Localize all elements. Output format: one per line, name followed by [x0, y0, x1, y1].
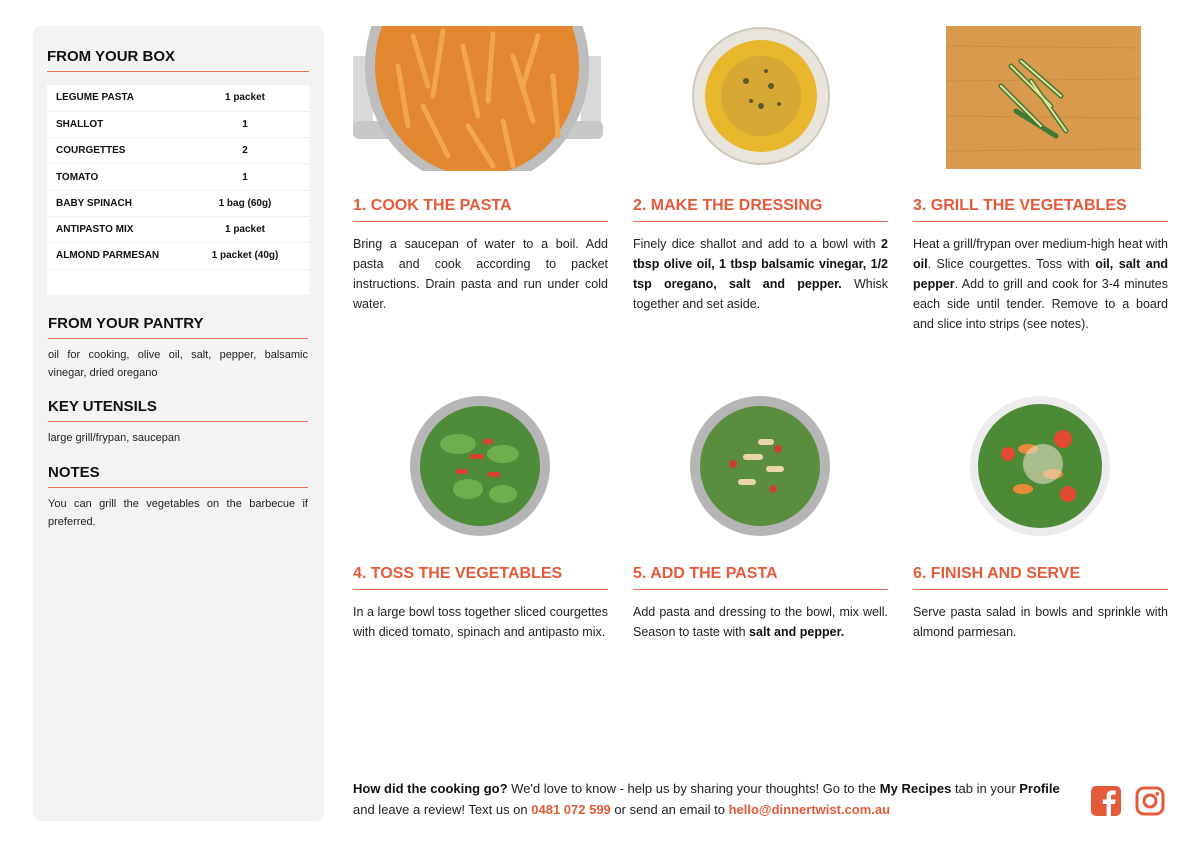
ingredient-row	[47, 243, 309, 269]
from-your-pantry-heading: FROM YOUR PANTRY	[48, 315, 308, 339]
footer-text: We'd love to know - help us by sharing your thoughts! Go to the	[507, 781, 880, 796]
dressing-bowl-photo	[691, 26, 831, 166]
step-text-bold: salt and pepper.	[749, 625, 845, 639]
step-4-image	[353, 394, 608, 539]
step-text-segment: Whisk together and set aside.	[633, 277, 889, 311]
feedback-footer	[353, 778, 1073, 820]
step-5-title: 5. ADD THE PASTA	[633, 565, 888, 590]
step-text-segment: Add pasta and dressing to the bowl, mix well. Season to taste with	[633, 605, 888, 639]
pantry-section	[48, 315, 308, 382]
footer-text: My Recipes	[879, 781, 952, 796]
step-text-bold: 2 tbsp olive oil, 1 tbsp balsamic vinegar, 1/2 tsp oregano, salt and pepper.	[633, 237, 888, 291]
footer-text: How did the cooking go?	[353, 781, 508, 796]
ingredient-qty: 1 bag (60g)	[209, 190, 309, 216]
step-text-segment: In a large bowl toss together sliced courgettes with diced tomato, spinach and antipasto mix.	[353, 605, 608, 639]
ingredient-row-empty	[47, 269, 309, 295]
step-3-image	[913, 26, 1168, 171]
ingredient-name: ANTIPASTO MIX	[47, 216, 209, 242]
ingredient-row	[47, 85, 309, 111]
step-1	[353, 26, 608, 314]
finished-salad-photo	[968, 394, 1113, 539]
footer-text: Profile	[1019, 781, 1060, 796]
ingredient-name: TOMATO	[47, 164, 209, 190]
footer-text: and leave a review! Text us on	[353, 802, 532, 817]
step-text-segment: Heat a grill/frypan over medium-high heat with	[913, 237, 1168, 251]
step-5-text	[633, 602, 888, 642]
ingredient-qty: 1	[209, 164, 309, 190]
step-5	[633, 394, 888, 642]
step-3-text	[913, 234, 1168, 334]
step-2-title: 2. MAKE THE DRESSING	[633, 197, 888, 222]
footer-text: tab in your	[951, 781, 1020, 796]
ingredient-row	[47, 164, 309, 190]
ingredient-name: ALMOND PARMESAN	[47, 243, 209, 269]
notes-text: You can grill the vegetables on the barbecue if preferred.	[48, 498, 308, 528]
contact-link[interactable]: hello@dinnertwist.com.au	[728, 802, 891, 817]
ingredient-name: LEGUME PASTA	[47, 85, 209, 111]
ingredient-row	[47, 190, 309, 216]
ingredient-qty: 1 packet (40g)	[209, 243, 309, 269]
ingredient-qty: 1	[209, 111, 309, 137]
step-4-title: 4. TOSS THE VEGETABLES	[353, 565, 608, 590]
ingredients-table	[47, 85, 309, 295]
ingredient-row	[47, 111, 309, 137]
pantry-text: oil for cooking, olive oil, salt, pepper, balsamic vinegar, dried oregano	[48, 349, 308, 379]
ingredient-qty: 2	[209, 138, 309, 164]
notes-heading: NOTES	[48, 464, 308, 488]
step-6	[913, 394, 1168, 642]
ingredient-name: BABY SPINACH	[47, 190, 209, 216]
footer-text: or send an email to	[610, 802, 729, 817]
instagram-icon[interactable]	[1134, 785, 1166, 817]
step-text-segment: Serve pasta salad in bowls and sprinkle with almond parmesan.	[913, 605, 1168, 639]
step-3-title: 3. GRILL THE VEGETABLES	[913, 197, 1168, 222]
cutting-board-photo	[941, 26, 1141, 169]
contact-link[interactable]: 0481 072 599	[531, 802, 611, 817]
step-6-text	[913, 602, 1168, 642]
ingredient-row	[47, 138, 309, 164]
vegetable-bowl-photo	[408, 394, 553, 539]
step-4	[353, 394, 608, 642]
step-5-image	[633, 394, 888, 539]
ingredient-row	[47, 216, 309, 242]
utensils-section	[48, 398, 308, 447]
step-text-segment: Finely dice shallot and add to a bowl with	[633, 237, 882, 251]
step-6-image	[913, 394, 1168, 539]
notes-section	[48, 464, 308, 531]
step-1-text	[353, 234, 608, 314]
step-3	[913, 26, 1168, 334]
step-1-title: 1. COOK THE PASTA	[353, 197, 608, 222]
step-2-image	[633, 26, 888, 171]
pasta-pot-photo	[353, 26, 608, 171]
ingredient-qty: 1 packet	[209, 85, 309, 111]
step-2-text	[633, 234, 888, 314]
key-utensils-heading: KEY UTENSILS	[48, 398, 308, 422]
from-your-box-heading: FROM YOUR BOX	[47, 48, 309, 72]
step-text-segment: . Add to grill and cook for 3-4 minutes each side until tender. Remove to a board and slice into strips (see notes).	[913, 277, 1168, 331]
step-text-segment: . Slice courgettes. Toss with	[927, 257, 1096, 271]
pasta-salad-bowl-photo	[688, 394, 833, 539]
ingredient-name: COURGETTES	[47, 138, 209, 164]
step-text-bold: oil	[913, 257, 928, 271]
step-text-bold: oil, salt and pepper	[913, 257, 1168, 291]
step-text-segment: Bring a saucepan of water to a boil. Add pasta and cook according to packet instructions. Drain pasta and run under cold water.	[353, 237, 608, 311]
ingredients-sidebar	[33, 26, 324, 821]
utensils-text: large grill/frypan, saucepan	[48, 432, 181, 444]
step-4-text	[353, 602, 608, 642]
step-2	[633, 26, 888, 314]
ingredient-name: SHALLOT	[47, 111, 209, 137]
step-6-title: 6. FINISH AND SERVE	[913, 565, 1168, 590]
facebook-icon[interactable]	[1090, 785, 1122, 817]
step-1-image	[353, 26, 608, 171]
ingredient-qty: 1 packet	[209, 216, 309, 242]
